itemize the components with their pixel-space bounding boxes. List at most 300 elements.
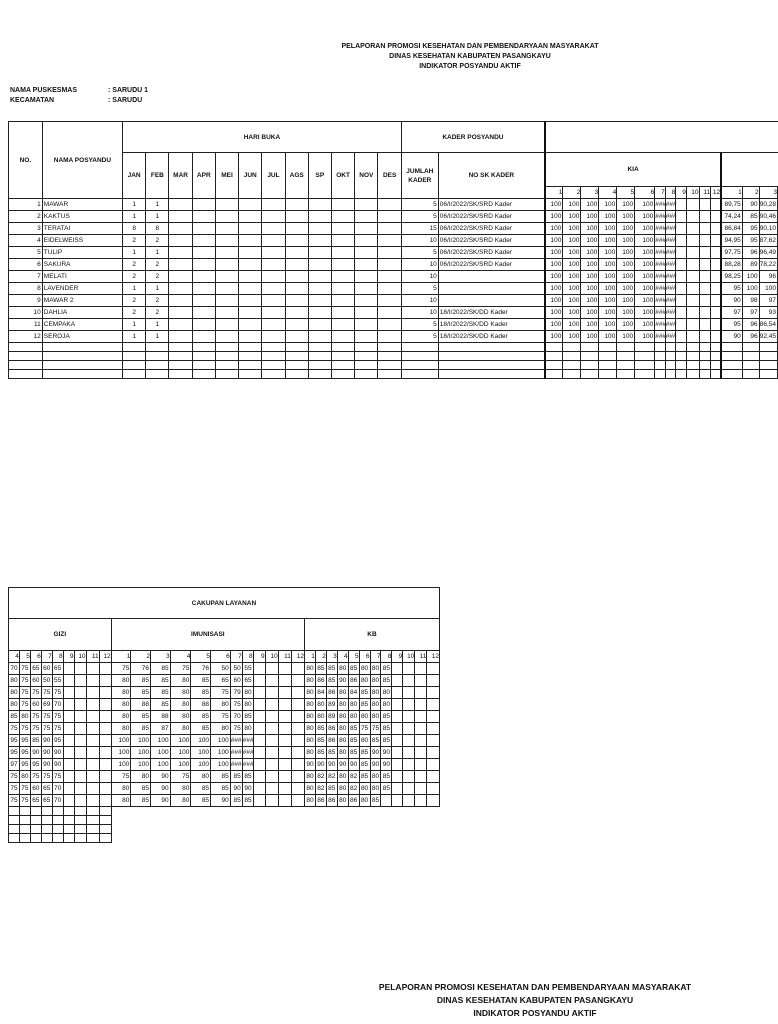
row-month-cell [285,223,308,235]
blank-cell [401,343,438,352]
kb-cell [403,759,415,771]
kb-cell: 84 [348,687,359,699]
blank-cell [146,361,169,370]
row-kia-cell [699,199,711,211]
blank-cell [355,361,378,370]
row-nama: EIDELWEISS [42,235,122,247]
kb-cell: 90 [370,747,381,759]
gizi-cell: 55 [52,675,63,687]
imunisasi-cell [291,735,304,747]
blank-cell [699,343,711,352]
imunisasi-cell: 80 [170,795,191,807]
kb-cell: 86 [348,675,359,687]
kb-cell [392,771,403,783]
row-kia-cell: 100 [599,259,617,271]
kb-cell [415,723,427,735]
kb-cell [403,735,415,747]
row-nama: MAWAR 2 [42,295,122,307]
month-feb: FEB [146,153,169,199]
imunisasi-cell: 85 [150,699,170,711]
blank-cell [192,370,215,379]
table-row [9,211,778,223]
imunisasi-cell: 85 [131,711,151,723]
table-row [9,283,778,295]
row-month-cell [285,283,308,295]
blank-cell [192,361,215,370]
kb-cell: 90 [381,759,392,771]
row-month-cell [215,235,238,247]
group-kb: KB [304,619,439,651]
gizi-cell [99,735,111,747]
blank-cell [563,343,581,352]
gizi-cell [99,675,111,687]
kb-cell: 80 [304,795,315,807]
blank-cell [617,361,635,370]
blank-cell [355,352,378,361]
imunisasi-cell [253,759,265,771]
blank-cell [9,343,43,352]
blank-cell [617,370,635,379]
imun-col-num: 7 [230,651,242,663]
imunisasi-cell [291,687,304,699]
imunisasi-cell: 75 [230,699,242,711]
row-kia-cell [686,295,699,307]
row-month-cell [378,331,401,343]
row-month-cell [378,235,401,247]
row-no: 4 [9,235,43,247]
blank-cell [123,370,146,379]
row-kia-cell [676,211,687,223]
row-kia-cell [699,223,711,235]
gizi-col-num: 7 [41,651,52,663]
blank-cell [9,816,20,825]
row-kia-cell: ### [665,331,676,343]
gizi-cell: 80 [19,711,30,723]
gizi-cell: 75 [9,783,20,795]
gizi-cell: 60 [41,663,52,675]
month-jun: JUN [239,153,262,199]
row-kia-cell: 100 [563,247,581,259]
kb-cell [392,699,403,711]
kb-cell: 80 [370,675,381,687]
row-month-cell [239,235,262,247]
row-kia-cell [711,259,722,271]
blank-cell [332,370,355,379]
row-kia-cell: 100 [599,211,617,223]
row-extra-cell: 97 [742,307,759,319]
kb-cell: 85 [381,735,392,747]
blank-cell [169,352,192,361]
group-kia: KIA [545,153,721,187]
kb-cell [403,687,415,699]
blank-cell [123,343,146,352]
row-month-cell [378,199,401,211]
row-kia-cell: 100 [545,307,563,319]
gizi-cell: 75 [9,771,20,783]
row-kia-cell: 100 [545,199,563,211]
row-month-cell [262,307,285,319]
imunisasi-cell [265,711,278,723]
row-month-cell [192,223,215,235]
imunisasi-cell [278,663,291,675]
gizi-cell: 69 [41,699,52,711]
kb-cell: 80 [337,771,348,783]
row-kia-cell: 100 [617,199,635,211]
kia-col-num: 3 [581,187,599,199]
gizi-cell [86,687,99,699]
gizi-cell: 65 [41,795,52,807]
blank-cell [9,370,43,379]
blank-cell [74,834,86,843]
gizi-cell [63,711,74,723]
row-extra-cell: 95 [721,283,742,295]
gizi-cell [74,783,86,795]
row-extra-cell: 88,28 [721,259,742,271]
row-kia-cell [676,259,687,271]
imunisasi-cell: 70 [230,711,242,723]
row-month-cell [169,211,192,223]
row-month-cell [192,295,215,307]
kb-cell: 80 [370,711,381,723]
row-month-cell [378,271,401,283]
gizi-cell [99,723,111,735]
row-month-cell [169,235,192,247]
imunisasi-cell: 50 [211,663,231,675]
kb-cell [415,675,427,687]
kia-col-num: 5 [617,187,635,199]
row-kia-cell [686,307,699,319]
row-jumlah-kader: 15 [401,223,438,235]
kb-cell: 86 [326,723,337,735]
gizi-cell: 65 [52,663,63,675]
row-month-cell [332,247,355,259]
table-row [9,783,440,795]
imunisasi-cell: 75 [170,771,191,783]
row-kia-cell: 100 [581,271,599,283]
imunisasi-cell: 100 [191,759,211,771]
imunisasi-cell: 80 [242,687,253,699]
blank-row [9,352,778,361]
row-feb: 1 [146,331,169,343]
row-month-cell [308,295,331,307]
row-month-cell [239,259,262,271]
kb-cell [427,771,440,783]
kb-col-num: 11 [415,651,427,663]
kb-cell [403,711,415,723]
blank-cell [563,352,581,361]
imunisasi-cell [253,723,265,735]
gizi-cell: 75 [52,711,63,723]
blank-cell [41,834,52,843]
blank-cell [563,370,581,379]
row-kia-cell: 100 [635,307,655,319]
imunisasi-cell: 85 [131,783,151,795]
blank-row [9,343,778,352]
month-jan: JAN [123,153,146,199]
imunisasi-cell: 100 [150,735,170,747]
gizi-cell: 90 [30,747,41,759]
row-kia-cell: 100 [617,331,635,343]
row-kia-cell [699,331,711,343]
row-kia-cell [676,223,687,235]
blank-cell [99,807,111,816]
row-extra-cell: 94,95 [721,235,742,247]
gizi-cell: 97 [9,759,20,771]
row-jan: 8 [123,223,146,235]
row-month-cell [308,199,331,211]
imunisasi-cell: 80 [170,687,191,699]
row-kia-cell [711,247,722,259]
kb-cell: 80 [304,699,315,711]
row-kia-cell [676,331,687,343]
kb-cell: 85 [348,723,359,735]
row-kia-cell: 100 [563,307,581,319]
row-no-sk: 06/I/2022/SK/SRD Kader [438,247,545,259]
row-kia-cell: 100 [545,223,563,235]
imunisasi-cell [278,795,291,807]
row-month-cell [378,295,401,307]
row-month-cell [169,271,192,283]
blank-cell [665,352,676,361]
kb-cell: 80 [370,771,381,783]
row-month-cell [239,295,262,307]
imunisasi-cell: 85 [131,687,151,699]
blank-cell [308,361,331,370]
blank-cell [9,352,43,361]
blank-cell [63,825,74,834]
gizi-cell: 95 [9,735,20,747]
row-extra-cell: 78,22 [759,259,777,271]
row-kia-cell: 100 [581,211,599,223]
kb-cell [392,711,403,723]
blank-cell [169,361,192,370]
imunisasi-cell: 85 [242,795,253,807]
row-extra-cell: 93 [759,307,777,319]
blank-cell [52,825,63,834]
gizi-cell: 95 [19,747,30,759]
imun-col-num: 11 [278,651,291,663]
imunisasi-cell [265,735,278,747]
blank-cell [42,343,122,352]
row-month-cell [262,247,285,259]
imunisasi-cell: 100 [211,735,231,747]
imunisasi-cell [291,771,304,783]
gizi-cell: 75 [30,723,41,735]
gizi-cell [86,711,99,723]
blank-cell [699,370,711,379]
row-kia-cell: 100 [617,319,635,331]
blank-cell [581,370,599,379]
blank-cell [215,343,238,352]
row-month-cell [308,235,331,247]
blank-cell [617,343,635,352]
gizi-col-num: 12 [99,651,111,663]
kb-cell [427,723,440,735]
month-mar: MAR [169,153,192,199]
gizi-cell [99,711,111,723]
row-kia-cell: 100 [599,223,617,235]
blank-cell [215,352,238,361]
row-month-cell [215,307,238,319]
kb-cell: 80 [359,663,370,675]
blank-cell [308,370,331,379]
row-month-cell [215,295,238,307]
row-month-cell [239,319,262,331]
group-imunisasi: IMUNISASI [111,619,304,651]
imunisasi-cell [291,699,304,711]
imunisasi-cell: 90 [211,795,231,807]
kia-col-num: 1 [545,187,563,199]
gizi-cell [86,783,99,795]
row-month-cell [355,223,378,235]
kb-cell: 80 [337,711,348,723]
gizi-cell: 70 [9,663,20,675]
row-month-cell [262,223,285,235]
imunisasi-cell [291,795,304,807]
gizi-cell: 75 [41,711,52,723]
gizi-cell [99,771,111,783]
row-month-cell [332,331,355,343]
row-month-cell [332,271,355,283]
blank-cell [686,361,699,370]
imunisasi-cell [278,759,291,771]
imunisasi-cell: 88 [150,711,170,723]
row-kia-cell [699,307,711,319]
row-month-cell [169,307,192,319]
blank-cell [86,825,99,834]
row-kia-cell: ### [655,331,666,343]
row-month-cell [308,283,331,295]
row-kia-cell: ### [665,199,676,211]
imunisasi-cell: 100 [211,759,231,771]
kb-cell [392,735,403,747]
kb-cell: 86 [315,675,326,687]
kia-col-num: 2 [563,187,581,199]
imunisasi-cell [291,759,304,771]
kb-cell: 85 [381,663,392,675]
row-kia-cell: 100 [635,319,655,331]
row-jumlah-kader: 10 [401,307,438,319]
kb-cell: 90 [315,759,326,771]
imunisasi-cell: 80 [111,723,131,735]
row-month-cell [285,319,308,331]
blank-cell [41,807,52,816]
row-kia-cell: ### [655,271,666,283]
row-kia-cell: 100 [617,223,635,235]
blank-cell [635,361,655,370]
gizi-cell: 75 [19,699,30,711]
row-kia-cell [686,211,699,223]
table-row [9,271,778,283]
row-no: 12 [9,331,43,343]
row-extra-cell: 90,10 [759,223,777,235]
blank-cell [42,361,122,370]
row-month-cell [262,319,285,331]
kb-cell [392,723,403,735]
row-kia-cell: ### [655,307,666,319]
blank-cell [676,352,687,361]
kb-cell [415,783,427,795]
row-month-cell [215,271,238,283]
imunisasi-cell: ### [230,747,242,759]
blank-cell [401,352,438,361]
row-month-cell [262,331,285,343]
blank-cell [617,352,635,361]
imunisasi-cell: 85 [131,795,151,807]
row-kia-cell: ### [655,247,666,259]
row-month-cell [308,247,331,259]
row-jumlah-kader: 5 [401,319,438,331]
kia-col-num: 7 [655,187,666,199]
row-kia-cell: 100 [581,319,599,331]
gizi-cell [86,735,99,747]
kb-cell: 80 [359,783,370,795]
row-kia-cell: ### [665,247,676,259]
month-apr: APR [192,153,215,199]
gizi-cell [63,735,74,747]
blank-cell [86,834,99,843]
blank-cell [123,352,146,361]
blank-cell [63,816,74,825]
gizi-cell: 75 [30,711,41,723]
row-month-cell [262,271,285,283]
gizi-cell [74,663,86,675]
kb-cell: 85 [348,663,359,675]
kb-cell: 90 [381,747,392,759]
blank-cell [711,361,722,370]
row-kia-cell: ### [655,259,666,271]
row-kia-cell: 100 [563,331,581,343]
kb-cell [403,723,415,735]
row-nama: TERATAI [42,223,122,235]
row-month-cell [192,331,215,343]
imunisasi-cell: 80 [111,699,131,711]
cakupan-table-wrap [8,587,440,843]
row-month-cell [378,259,401,271]
imunisasi-cell: 50 [230,663,242,675]
row-kia-cell: 100 [581,295,599,307]
row-month-cell [332,235,355,247]
row-kia-cell: ### [665,235,676,247]
table-row [9,699,440,711]
imunisasi-cell: ### [230,735,242,747]
row-month-cell [355,319,378,331]
blank-cell [215,361,238,370]
imunisasi-cell: 100 [170,735,191,747]
gizi-cell: 75 [9,795,20,807]
blank-cell [759,343,777,352]
kb-cell [415,795,427,807]
gizi-cell [63,759,74,771]
row-kia-cell: 100 [635,211,655,223]
gizi-cell [74,723,86,735]
row-feb: 1 [146,247,169,259]
gizi-cell: 65 [41,783,52,795]
gizi-cell: 90 [41,747,52,759]
table-row [9,795,440,807]
col-jumlah-kader: JUMLAH KADER [401,153,438,199]
row-month-cell [355,331,378,343]
blank-cell [655,361,666,370]
row-kia-cell: 100 [545,271,563,283]
blank-row [9,834,440,843]
table-row [9,199,778,211]
row-kia-cell [711,211,722,223]
row-month-cell [239,271,262,283]
col-no-sk-kader: NO SK KADER [438,153,545,199]
blank-cell [655,370,666,379]
row-feb: 1 [146,199,169,211]
